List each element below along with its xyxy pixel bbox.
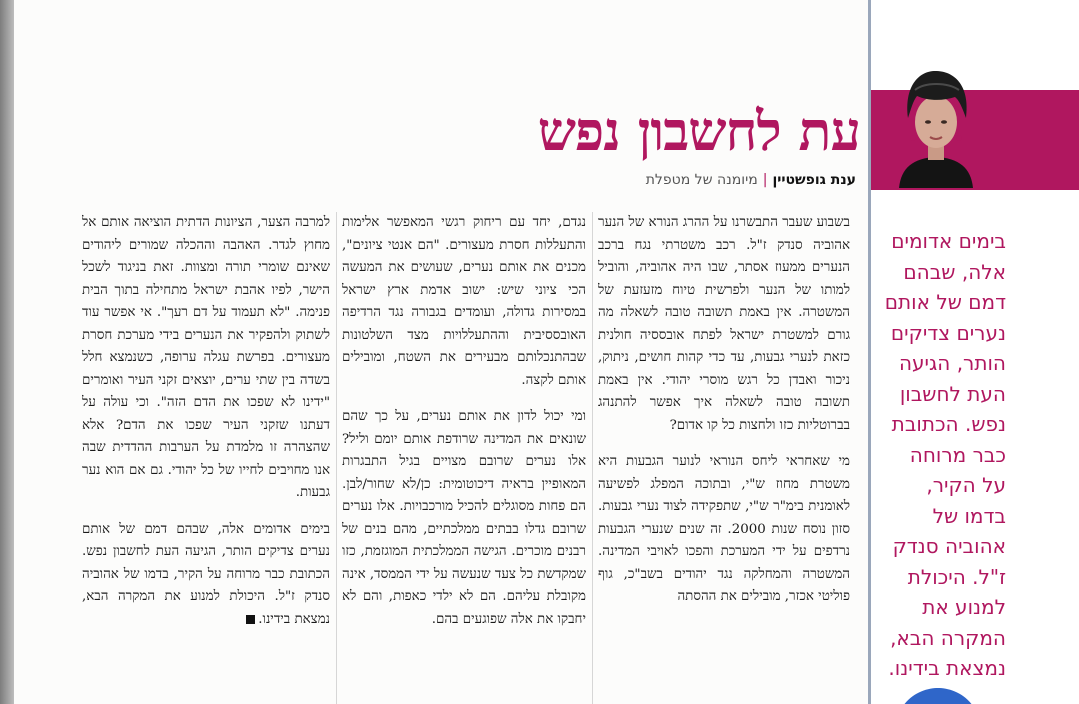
- paragraph: נגדם, יחד עם ריחוק רגשי המאפשר אלימות והתעללות חסרת מעצורים. "הם אנטי ציונים", מכנים את אותם נערים, שעושים את המעשה הכי ציוני שיש: ישוב אדמת ארץ ישראל במסירות גדולה, ועומדים בגבורה נגד הרדיפה האובססיבית וההתעללויות מצד השלטונות שבהתנכלותם מבעירים את השטח, ומובילים אותם לקצה.: [342, 215, 586, 388]
- paragraph: מי שאחראי ליחס הנוראי לנוער הגבעות היא משטרת מחוז ש"י, ובתוכה המפלג לפשיעה לאומנית בימ"ר ש"י, שתפקידה לצוד נערי גבעות. סזון נוסח שנות 2000. זה שנים שנערי הגבעות נרדפים על ידי המערכת והפכו לאויבי המדינה. המשטרה והמחלקה נגד יהודים בשב"כ, גוף פוליטי אכזר, מובילים את ההסתה: [598, 454, 850, 604]
- byline: [560, 168, 856, 192]
- article-title: עת לחשבון נפש: [537, 99, 860, 163]
- author-photo: [895, 60, 977, 188]
- pull-quote: בימים אדומים אלה, שבהם דמם של אותם נערים צדיקים הותר, הגיעה העת לחשבון נפש. הכתובת כבר מרוחה על הקיר, בדמו של אהוביה סנדק ז"ל. היכולת למנוע את המקרה הבא, נמצאת בידינו.: [884, 229, 1006, 680]
- paragraph: בשבוע שעבר התבשרנו על ההרג הנורא של הנער אהוביה סנדק ז"ל. רכב משטרתי נגח ברכב הנערים ממעוז אסתר, שבו היה אהוביה, והוביל למותו של הנער ולפרשית טיוח מזעזעת של המשטרה. אין באמת תשובה טובה לשאלה מה גורם למשטרת ישראל לפתח אובססיה חולנית כזאת לנערי גבעות, עד כדי קהות חושים, ניתוק, ניכור ואבדן כל רגש מוסרי יהודי. אין באמת תשובה טובה לשאלה איך אפשר להתנהג בברוטליות כזו ולחצות כל קו אדום?: [598, 215, 850, 433]
- end-square-icon: [246, 615, 255, 624]
- column-divider: [592, 212, 593, 704]
- paragraph-text: בימים אדומים אלה, שבהם דמם של אותם נערים צדיקים הותר, הגיעה העת לחשבון נפש. הכתובת כבר מרוחה על הקיר, בדמו של אהוביה סנדק ז"ל. היכולת למנוע את המקרה הבא, נמצאת בידינו.: [82, 521, 330, 627]
- article-column-1: [598, 212, 850, 704]
- column-divider: [336, 212, 337, 704]
- paragraph: למרבה הצער, הציונות הדתית הוציאה אותם אל מחוץ לגדר. האהבה וההכלה שמורים ליהודים שאינם שומרי תורה ומצוות. זאת בניגוד לשכל הישר, לפיו אהבת ישראל מתחילה בתוך הבית פנימה. "לא תעמוד על דם רעך". אי אפשר עוד לשתוק ולהפקיר את הנערים בידי מערכת חסרת מעצורים. בפרשת עגלה ערופה, כשנמצא חלל בשדה בין שתי ערים, יוצאים זקני העיר ואומרים "ידינו לא שפכו את הדם הזה". וכי עולה על דעתנו שזקני העיר שפכו את הדם? אלא שהצהרה זו מלמדת על הערבות ההדדית שבה אנו מחויבים לחייו של כל יהודי. גם אם הוא נער גבעות.: [82, 215, 330, 500]
- closing-paragraph: [82, 519, 330, 632]
- author-name: ענת גופשטיין: [772, 172, 856, 188]
- article-column-2: [342, 212, 586, 704]
- page-binding-shadow: [0, 0, 14, 704]
- byline-separator: |: [762, 172, 768, 188]
- column-subtitle: מיומנה של מטפלת: [645, 172, 758, 188]
- decorative-shape-icon: [898, 686, 978, 704]
- paragraph: ומי יכול לדון את אותם נערים, על כך שהם שונאים את המדינה שרודפת אותם יומם וליל? אלו נערים שרובם מצויים בגיל התבגרות המאופיין בראיה דיכוטומית: כן/לא שחור/לבן. הם פחות מסוגלים להכיל מורכבויות. אלו נערים שרובם גדלו בבתים ממלכתיים, מהם בנים של רבנים מוכרים. הגישה הממלכתית המוגזמת, כזו שמקדשת כל צעד שנעשה על ידי הממסד, אינה מקובלת עליהם. הם לא ילדי כאפות, והם לא יחבקו את אלה שפוגעים בהם.: [342, 409, 586, 627]
- article-column-3: [82, 212, 330, 704]
